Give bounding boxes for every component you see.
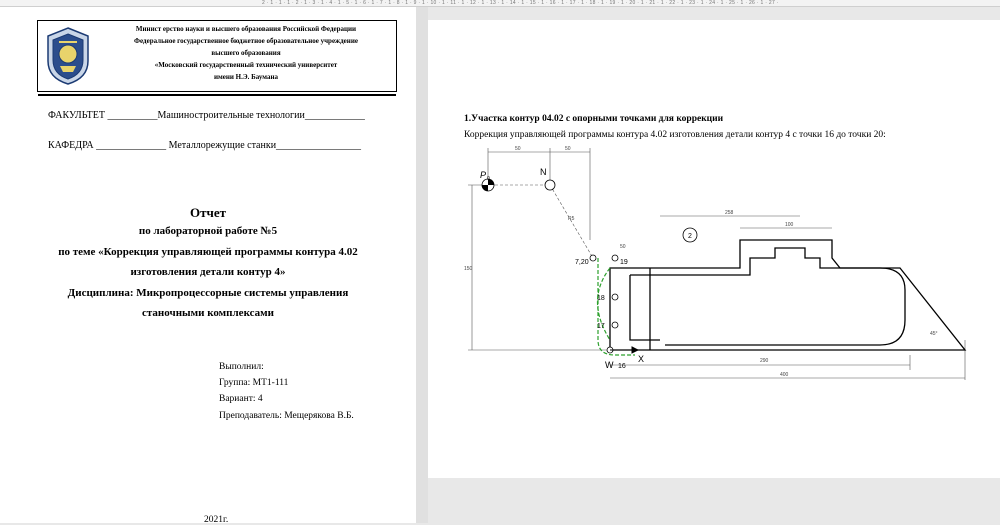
label-18: 18	[597, 295, 605, 302]
label-p0-sub: 0	[487, 176, 490, 182]
label-16: 16	[618, 363, 626, 370]
header-underline	[38, 94, 396, 96]
horizontal-ruler	[0, 0, 1000, 7]
variant-line: Вариант: 4	[219, 394, 263, 404]
faculty-line: ФАКУЛЬТЕТ __________Машиностроительные технологии____________	[48, 110, 365, 121]
report-topic-line-2: изготовления детали контур 4»	[130, 266, 286, 278]
department-line: КАФЕДРА ______________ Металлорежущие станки_________________	[48, 140, 362, 151]
performed-by: Выполнил:	[219, 362, 264, 372]
header-line-5: имени Н.Э. Баумана	[213, 73, 279, 81]
discipline-line-2: станочными комплексами	[142, 307, 274, 319]
section-heading: 1.Участка контур 04.02 с опорными точками для коррекции	[464, 114, 724, 124]
label-x: X	[638, 354, 645, 364]
dim-45: 45°	[930, 331, 938, 337]
label-p0: P	[480, 170, 487, 180]
university-header	[37, 20, 397, 92]
year-line: 2021г.	[204, 515, 229, 525]
report-title: Отчет	[190, 205, 226, 220]
dim-top-1: 50	[515, 146, 521, 152]
dim-258: 258	[725, 210, 734, 216]
report-topic-line-1: по теме «Коррекция управляющей программы контура 4.02	[58, 246, 358, 258]
ruler-marks: 2 · 1 · 1 · 1 · 2 · 1 · 3 · 1 · 4 · 1 · 5 · 1 · 6 · 1 · 7 · 1 · 8 · 1 · 9 · 1 · 10 · 1 · 11 · 1 · 12 · 1 · 13 · 1 · 14 · 1 · 15 · 1 · 16 · 1 · 17 · 1 · 18 · 1 · 19 · 1 · 20 · 1 · 21 · 1 · 22 · 1 · 23 · 1 · 24 · 1 · 25 · 1 · 26 · 1 · 27 ·	[262, 0, 779, 6]
header-line-4: «Московский государственный технический университет	[154, 61, 338, 69]
label-w: W	[605, 360, 614, 370]
label-17: 17	[597, 323, 605, 330]
teacher-line: Преподаватель: Мещерякова В.Б.	[219, 411, 354, 421]
header-line-3: высшего образования	[211, 49, 281, 57]
dim-290: 290	[760, 358, 769, 364]
section-text: Коррекция управляющей программы контура 4.02 изготовления детали контур 4 с точки 16 до точки 20:	[464, 130, 886, 140]
report-subtitle: по лабораторной работе №5	[138, 225, 278, 237]
dim-top-2: 50	[565, 146, 571, 152]
label-19: 19	[620, 259, 628, 266]
document-page-1	[0, 7, 416, 523]
label-2: 2	[688, 233, 692, 240]
dim-left: 150	[464, 266, 473, 272]
dim-100: 100	[785, 222, 794, 228]
dim-400: 400	[780, 372, 789, 378]
label-n: N	[540, 167, 547, 177]
dim-d: 50	[620, 244, 626, 250]
header-line-1: Минист ерство науки и высшего образования Российской Федерации	[135, 25, 357, 33]
header-line-2: Федеральное государственное бюджетное образовательное учреждение	[134, 37, 358, 45]
university-emblem-icon	[43, 26, 93, 86]
contour-drawing	[460, 140, 970, 380]
group-line: Группа: МТ1-111	[219, 378, 289, 388]
page-gap	[416, 7, 428, 523]
label-720: 7,20	[575, 259, 589, 266]
discipline-line-1: Дисциплина: Микропроцессорные системы управления	[67, 287, 349, 299]
dim-r: R5	[568, 216, 575, 222]
